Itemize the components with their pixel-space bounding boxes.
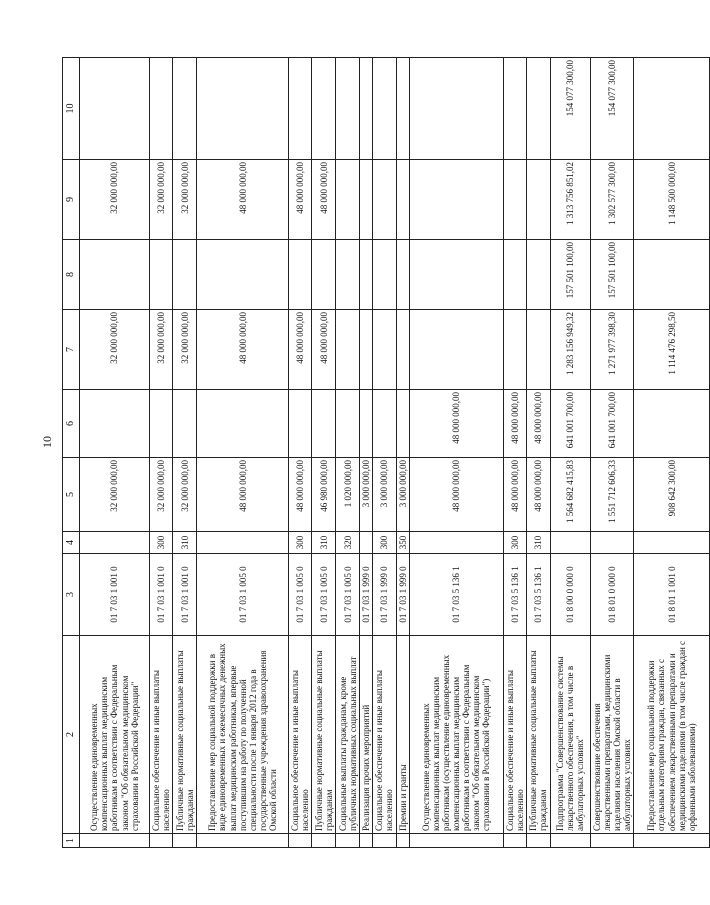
row-amount-cell: 48 000 000,00 (289, 310, 312, 390)
row-name-cell: Премии и гранты (396, 636, 409, 834)
row-amount-cell (289, 390, 312, 458)
row-amount-cell: 3 000 000,00 (373, 458, 396, 532)
row-group-cell: 300 (150, 532, 173, 554)
row-amount-cell: 1 148 500 000,00 (634, 160, 710, 240)
table-row (173, 58, 197, 848)
column-header: 5 (63, 458, 80, 532)
column-header: 3 (63, 554, 80, 636)
row-amount-cell: 48 000 000,00 (503, 390, 526, 458)
row-amount-cell: 32 000 000,00 (173, 310, 197, 390)
row-amount-cell: 1 271 977 398,30 (590, 310, 633, 390)
row-amount-cell (150, 240, 173, 310)
row-amount-cell (373, 240, 396, 310)
row-group-cell (80, 532, 150, 554)
row-code-cell: 01 7 03 5 136 1 (526, 554, 550, 636)
row-amount-cell: 48 000 000,00 (409, 458, 503, 532)
row-amount-cell (409, 240, 503, 310)
row-amount-cell: 48 000 000,00 (503, 458, 526, 532)
row-amount-cell: 32 000 000,00 (80, 310, 150, 390)
row-amount-cell: 48 000 000,00 (289, 160, 312, 240)
row-amount-cell: 157 501 100,00 (590, 240, 633, 310)
row-amount-cell (360, 160, 373, 240)
row-spacer-cell (173, 834, 197, 848)
row-code-cell: 01 7 03 1 005 0 (312, 554, 336, 636)
row-amount-cell (503, 240, 526, 310)
rotated-table-wrapper (62, 58, 697, 848)
row-amount-cell (526, 310, 550, 390)
column-header: 2 (63, 636, 80, 834)
row-amount-cell (373, 160, 396, 240)
row-amount-cell (336, 160, 360, 240)
row-group-cell: 310 (312, 532, 336, 554)
row-spacer-cell (150, 834, 173, 848)
header-row (63, 58, 80, 848)
row-amount-cell: 641 001 700,00 (550, 390, 590, 458)
row-amount-cell: 48 000 000,00 (526, 458, 550, 532)
row-name-cell: Социальное обеспечение и иные выплаты населению (373, 636, 396, 834)
row-amount-cell: 3 000 000,00 (360, 458, 373, 532)
row-amount-cell (197, 390, 289, 458)
row-spacer-cell (336, 834, 360, 848)
row-amount-cell: 48 000 000,00 (197, 160, 289, 240)
row-name-cell: Осуществление единовременных компенсационных выплат медицинским работникам в соответствии с Федеральным законом "Об обязательном медицинском страховании в Российской Федерации" (80, 636, 150, 834)
row-name-cell: Предоставление мер социальной поддержки отдельным категориям граждан, связанных с обеспечением лекарственными препаратами и медицинскими изделиями (в том числе граждан с орфанными заболеваниями) (634, 636, 710, 834)
row-group-cell: 300 (503, 532, 526, 554)
row-amount-cell: 48 000 000,00 (197, 458, 289, 532)
row-name-cell: Осуществление единовременных компенсационных выплат медицинским работникам (осуществление единовременных компенсационных выплат медицинским работникам в соответствии с Федеральным законом "Об обязательном медицинском страховании в Российской Федерации") (409, 636, 503, 834)
row-amount-cell: 32 000 000,00 (80, 160, 150, 240)
row-amount-cell: 48 000 000,00 (526, 390, 550, 458)
row-name-cell: Публичные нормативные социальные выплаты гражданам (173, 636, 197, 834)
row-group-cell (360, 532, 373, 554)
row-amount-cell (634, 240, 710, 310)
table-row (550, 58, 590, 848)
row-amount-cell (336, 310, 360, 390)
table-row (409, 58, 503, 848)
row-amount-cell: 48 000 000,00 (409, 390, 503, 458)
row-amount-cell (360, 310, 373, 390)
row-code-cell: 01 8 01 0 000 0 (590, 554, 633, 636)
row-amount-cell: 641 001 700,00 (590, 390, 633, 458)
row-spacer-cell (197, 834, 289, 848)
row-amount-cell (409, 58, 503, 160)
row-name-cell: Реализация прочих мероприятий (360, 636, 373, 834)
row-group-cell (409, 532, 503, 554)
row-amount-cell (526, 240, 550, 310)
row-amount-cell (526, 160, 550, 240)
column-header: 4 (63, 532, 80, 554)
row-group-cell: 320 (336, 532, 360, 554)
row-amount-cell: 154 077 300,00 (590, 58, 633, 160)
table-row (80, 58, 150, 848)
column-header: 1 (63, 834, 80, 848)
row-amount-cell: 32 000 000,00 (150, 160, 173, 240)
row-amount-cell (336, 240, 360, 310)
row-amount-cell: 32 000 000,00 (173, 458, 197, 532)
row-amount-cell: 32 000 000,00 (150, 310, 173, 390)
column-header: 8 (63, 240, 80, 310)
row-amount-cell (360, 240, 373, 310)
table-row (289, 58, 312, 848)
row-group-cell: 350 (396, 532, 409, 554)
row-amount-cell (289, 240, 312, 310)
row-amount-cell (373, 390, 396, 458)
row-amount-cell: 32 000 000,00 (80, 458, 150, 532)
row-code-cell: 01 7 03 1 999 0 (396, 554, 409, 636)
row-amount-cell: 1 313 756 851,02 (550, 160, 590, 240)
row-name-cell: Социальное обеспечение и иные выплаты населению (503, 636, 526, 834)
row-spacer-cell (373, 834, 396, 848)
row-spacer-cell (360, 834, 373, 848)
row-amount-cell (336, 58, 360, 160)
row-name-cell: Социальное обеспечение и иные выплаты населению (150, 636, 173, 834)
row-amount-cell: 908 642 300,00 (634, 458, 710, 532)
row-amount-cell (409, 310, 503, 390)
row-code-cell: 01 7 03 1 999 0 (360, 554, 373, 636)
row-amount-cell: 1 020 000,00 (336, 458, 360, 532)
row-amount-cell (396, 58, 409, 160)
row-amount-cell: 32 000 000,00 (173, 160, 197, 240)
row-amount-cell: 48 000 000,00 (289, 458, 312, 532)
row-group-cell (550, 532, 590, 554)
row-amount-cell (503, 58, 526, 160)
row-code-cell: 01 8 00 0 000 0 (550, 554, 590, 636)
row-amount-cell (360, 390, 373, 458)
row-code-cell: 01 7 03 1 005 0 (289, 554, 312, 636)
row-code-cell: 01 7 03 1 005 0 (336, 554, 360, 636)
row-group-cell: 310 (173, 532, 197, 554)
row-code-cell: 01 7 03 1 001 0 (150, 554, 173, 636)
table-row (590, 58, 633, 848)
row-amount-cell (80, 390, 150, 458)
row-amount-cell: 48 000 000,00 (197, 310, 289, 390)
row-spacer-cell (80, 834, 150, 848)
row-amount-cell: 1 114 476 298,50 (634, 310, 710, 390)
row-amount-cell (312, 240, 336, 310)
column-header: 6 (63, 390, 80, 458)
row-amount-cell (396, 160, 409, 240)
row-spacer-cell (409, 834, 503, 848)
row-amount-cell: 48 000 000,00 (312, 310, 336, 390)
row-amount-cell: 1 283 156 949,32 (550, 310, 590, 390)
row-group-cell (590, 532, 633, 554)
column-header: 9 (63, 160, 80, 240)
row-amount-cell: 157 501 100,00 (550, 240, 590, 310)
row-amount-cell (503, 310, 526, 390)
row-amount-cell (373, 310, 396, 390)
row-code-cell: 01 7 03 1 999 0 (373, 554, 396, 636)
table-row (150, 58, 173, 848)
row-spacer-cell (503, 834, 526, 848)
row-amount-cell (150, 390, 173, 458)
row-spacer-cell (396, 834, 409, 848)
row-group-cell: 300 (289, 532, 312, 554)
table-row (360, 58, 373, 848)
row-amount-cell (634, 58, 710, 160)
row-code-cell: 01 8 01 1 001 0 (634, 554, 710, 636)
row-amount-cell: 3 000 000,00 (396, 458, 409, 532)
table-row (396, 58, 409, 848)
row-code-cell: 01 7 03 1 001 0 (80, 554, 150, 636)
row-amount-cell (503, 160, 526, 240)
row-amount-cell (150, 58, 173, 160)
row-name-cell: Совершенствование обеспечения лекарственными препаратами, медицинскими изделиями населения Омской области в амбулаторных условиях (590, 636, 633, 834)
table-row (634, 58, 710, 848)
row-code-cell: 01 7 03 5 136 1 (409, 554, 503, 636)
row-amount-cell (373, 58, 396, 160)
row-amount-cell (409, 160, 503, 240)
row-group-cell: 310 (526, 532, 550, 554)
row-spacer-cell (312, 834, 336, 848)
row-amount-cell (396, 240, 409, 310)
row-name-cell: Публичные нормативные социальные выплаты гражданам (312, 636, 336, 834)
row-amount-cell (173, 390, 197, 458)
row-code-cell: 01 7 03 1 005 0 (197, 554, 289, 636)
row-name-cell: Подпрограмма "Совершенствование системы лекарственного обеспечения, в том числе в амбулаторных условиях" (550, 636, 590, 834)
row-amount-cell: 154 077 300,00 (550, 58, 590, 160)
row-amount-cell (173, 58, 197, 160)
row-amount-cell (312, 58, 336, 160)
row-amount-cell (80, 58, 150, 160)
row-amount-cell: 1 302 577 300,00 (590, 160, 633, 240)
row-amount-cell: 46 980 000,00 (312, 458, 336, 532)
row-amount-cell (173, 240, 197, 310)
row-name-cell: Социальные выплаты гражданам, кроме публичных нормативных социальных выплат (336, 636, 360, 834)
row-group-cell (197, 532, 289, 554)
row-name-cell: Публичные нормативные социальные выплаты гражданам (526, 636, 550, 834)
row-spacer-cell (550, 834, 590, 848)
table-row (312, 58, 336, 848)
row-amount-cell (396, 390, 409, 458)
row-code-cell: 01 7 03 1 001 0 (173, 554, 197, 636)
budget-table (62, 57, 710, 848)
row-amount-cell: 48 000 000,00 (312, 160, 336, 240)
row-name-cell: Социальное обеспечение и иные выплаты населению (289, 636, 312, 834)
row-amount-cell (312, 390, 336, 458)
column-header: 7 (63, 310, 80, 390)
row-amount-cell (634, 390, 710, 458)
row-amount-cell: 1 551 712 606,33 (590, 458, 633, 532)
row-spacer-cell (634, 834, 710, 848)
row-amount-cell (197, 240, 289, 310)
row-spacer-cell (289, 834, 312, 848)
row-amount-cell (80, 240, 150, 310)
table-row (526, 58, 550, 848)
row-amount-cell (289, 58, 312, 160)
row-name-cell: Предоставление мер социальной поддержки в виде единовременных и ежемесячных денежных выплат медицинским работникам, впервые поступившим на работу по полученной специальности после 1 января 2012 года в государственные учреждения здравоохранения Омской области (197, 636, 289, 834)
row-amount-cell (336, 390, 360, 458)
row-amount-cell (396, 310, 409, 390)
row-group-cell: 300 (373, 532, 396, 554)
table-row (503, 58, 526, 848)
row-spacer-cell (526, 834, 550, 848)
row-amount-cell (360, 58, 373, 160)
table-row (197, 58, 289, 848)
row-amount-cell: 32 000 000,00 (150, 458, 173, 532)
row-amount-cell (197, 58, 289, 160)
row-spacer-cell (590, 834, 633, 848)
row-group-cell (634, 532, 710, 554)
page-number: 10 (40, 436, 54, 448)
column-header: 10 (63, 58, 80, 160)
row-amount-cell: 1 564 682 415,83 (550, 458, 590, 532)
row-amount-cell (526, 58, 550, 160)
table-row (336, 58, 360, 848)
row-code-cell: 01 7 03 5 136 1 (503, 554, 526, 636)
table-row (373, 58, 396, 848)
